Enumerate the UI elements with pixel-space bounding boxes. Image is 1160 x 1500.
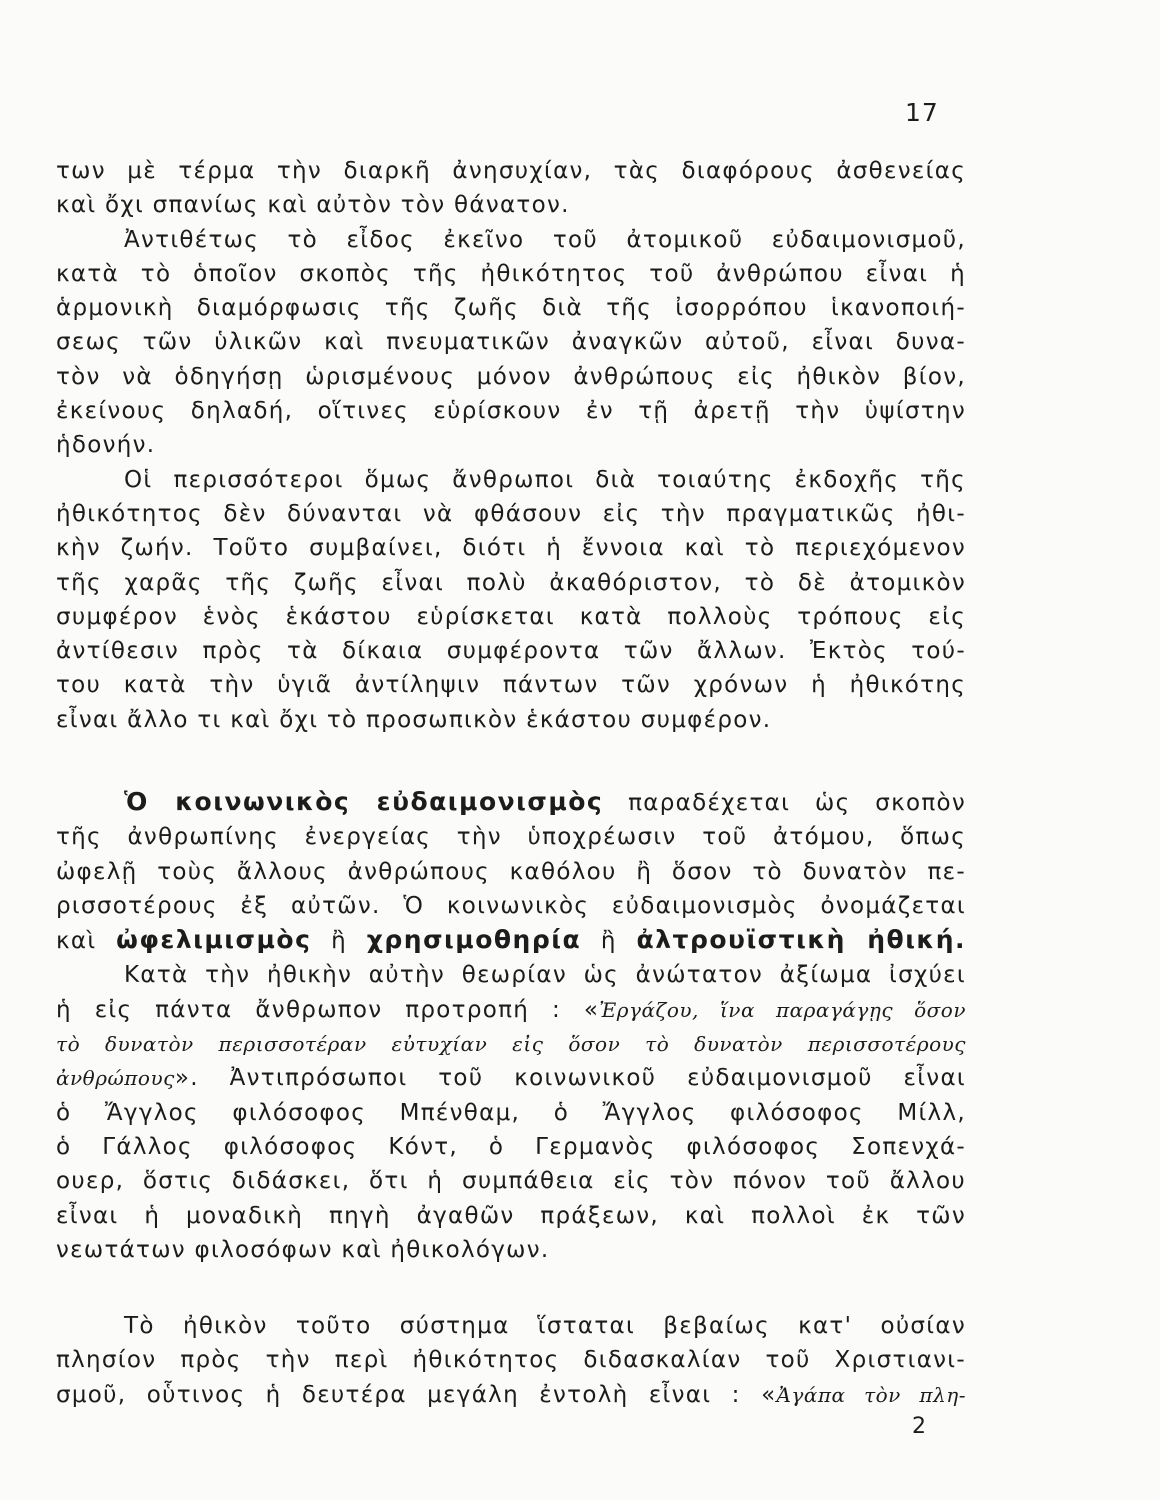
term-utilitarianism: ὠφελιμισμὸς: [116, 925, 312, 955]
text-span: καὶ: [56, 928, 117, 955]
text-line: [56, 923, 966, 958]
text-line: ἐκείνους δηλαδή, οἵτινες εὑρίσκουν ἐν τῇ ἀρετῇ τὴν ὑψίστην: [56, 398, 966, 425]
text-line: κατὰ τὸ ὁποῖον σκοπὸς τῆς ἠθικότητος τοῦ ἀνθρώπου εἶναι ἡ: [56, 260, 966, 287]
quote-italic-line: τὸ δυνατὸν περισσοτέραν εὐτυχίαν εἰς ὅσον τὸ δυνατὸν περισσοτέρους: [56, 1032, 966, 1057]
text-span: ». Ἀντιπρόσωποι τοῦ κοινωνικοῦ εὐδαιμονισμοῦ εἶναι: [174, 1065, 966, 1092]
text-line: ρισσοτέρους ἐξ αὐτῶν. Ὁ κοινωνικὸς εὐδαιμονισμὸς ὀνομάζεται: [56, 892, 966, 919]
text-line: τὸν νὰ ὁδηγήσῃ ὡρισμένους μόνον ἀνθρώπους εἰς ἠθικὸν βίον,: [56, 363, 966, 390]
text-line: πλησίον πρὸς τὴν περὶ ἠθικότητος διδασκαλίαν τοῦ Χριστιανι-: [56, 1347, 966, 1374]
text-line: ἁρμονικὴ διαμόρφωσις τῆς ζωῆς διὰ τῆς ἰσορρόπου ἱκανοποιή-: [56, 295, 966, 322]
paragraph-block-3: [56, 1309, 966, 1412]
text-line: εἶναι ἄλλο τι καὶ ὄχι τὸ προσωπικὸν ἑκάστου συμφέρον.: [56, 706, 772, 733]
text-span: ἡ εἰς πάντα ἄνθρωπον προτροπή : «: [56, 996, 600, 1023]
printer-signature: 2: [912, 1414, 926, 1439]
text-span: σμοῦ, οὗτινος ἡ δευτέρα μεγάλη ἐντολὴ εἶναι : «: [56, 1381, 777, 1408]
text-span: παραδέχεται ὡς σκοπὸν: [603, 790, 967, 816]
text-line: συμφέρον ἑνὸς ἑκάστου εὑρίσκεται κατὰ πολλοὺς τρόπους εἰς: [56, 603, 966, 630]
text-span: ἢ: [311, 928, 367, 955]
text-line: των μὲ τέρμα τὴν διαρκῆ ἀνησυχίαν, τὰς διαφόρους ἀσθενείας: [56, 158, 966, 184]
term-chresimothiria: χρησιμοθηρία: [366, 925, 582, 955]
text-line: εἶναι ἡ μοναδικὴ πηγὴ ἀγαθῶν πράξεων, καὶ πολλοὶ ἐκ τῶν: [56, 1202, 966, 1229]
text-line: ουερ, ὅστις διδάσκει, ὅτι ἡ συμπάθεια εἰς τὸν πόνον τοῦ ἄλλου: [56, 1168, 966, 1195]
quote-italic: Ἀγάπα τὸν πλη-: [776, 1382, 966, 1407]
text-line: νεωτάτων φιλοσόφων καὶ ἠθικολόγων.: [56, 1236, 550, 1263]
text-line: Ἀντιθέτως τὸ εἶδος ἐκεῖνο τοῦ ἀτομικοῦ εὐδαιμονισμοῦ,: [124, 226, 966, 253]
text-line: κὴν ζωήν. Τοῦτο συμβαίνει, διότι ἡ ἔννοια καὶ τὸ περιεχόμενον: [56, 535, 966, 562]
text-line: Τὸ ἠθικὸν τοῦτο σύστημα ἵσταται βεβαίως κατ' οὐσίαν: [124, 1313, 966, 1339]
term-altruistic-ethics: ἀλτρουϊστικὴ ἠθική.: [636, 925, 966, 955]
text-line: ἀντίθεσιν πρὸς τὰ δίκαια συμφέροντα τῶν ἄλλων. Ἐκτὸς τού-: [56, 638, 966, 665]
term-social-eudaemonism: Ὁ κοινωνικὸς εὐδαιμονισμὸς: [124, 787, 604, 816]
text-line: ὁ Ἄγγλος φιλόσοφος Μπένθαμ, ὁ Ἄγγλος φιλόσοφος Μίλλ,: [56, 1099, 966, 1126]
text-line: ἡδονήν.: [56, 432, 156, 459]
text-line: ἠθικότητος δὲν δύνανται νὰ φθάσουν εἰς τὴν πραγματικῶς ἠθι-: [56, 500, 966, 527]
paragraph-block-2: [56, 785, 966, 1267]
text-line: ὠφελῇ τοὺς ἄλλους ἀνθρώπους καθόλου ἢ ὅσον τὸ δυνατὸν πε-: [56, 858, 966, 885]
text-line: Οἱ περισσότεροι ὅμως ἄνθρωποι διὰ τοιαύτης ἐκδοχῆς τῆς: [124, 466, 966, 493]
text-line: καὶ ὄχι σπανίως καὶ αὐτὸν τὸν θάνατον.: [56, 192, 570, 219]
quote-italic: ἀνθρώπους: [56, 1066, 175, 1091]
text-line: [56, 1061, 966, 1095]
text-span: ἢ: [581, 928, 637, 955]
page-number: 17: [905, 98, 939, 127]
text-line: ὁ Γάλλος φιλόσοφος Κόντ, ὁ Γερμανὸς φιλόσοφος Σοπενχά-: [56, 1133, 966, 1160]
text-line: Κατὰ τὴν ἠθικὴν αὐτὴν θεωρίαν ὡς ἀνώτατον ἀξίωμα ἰσχύει: [124, 962, 966, 989]
text-line: [56, 1378, 966, 1412]
text-line: του κατὰ τὴν ὑγιᾶ ἀντίληψιν πάντων τῶν χρόνων ἡ ἠθικότης: [56, 672, 966, 699]
paragraph-block-1: [56, 154, 966, 737]
text-line: σεως τῶν ὑλικῶν καὶ πνευματικῶν ἀναγκῶν αὐτοῦ, εἶναι δυνα-: [56, 329, 966, 356]
quote-italic: Ἐργάζου, ἵνα παραγάγῃς ὅσον: [599, 997, 966, 1022]
text-line: τῆς ἀνθρωπίνης ἐνεργείας τὴν ὑποχρέωσιν τοῦ ἀτόμου, ὅπως: [56, 824, 966, 851]
text-line: τῆς χαρᾶς τῆς ζωῆς εἶναι πολὺ ἀκαθόριστον, τὸ δὲ ἀτομικὸν: [56, 569, 966, 596]
text-line: [56, 993, 966, 1027]
text-line: [56, 785, 966, 820]
